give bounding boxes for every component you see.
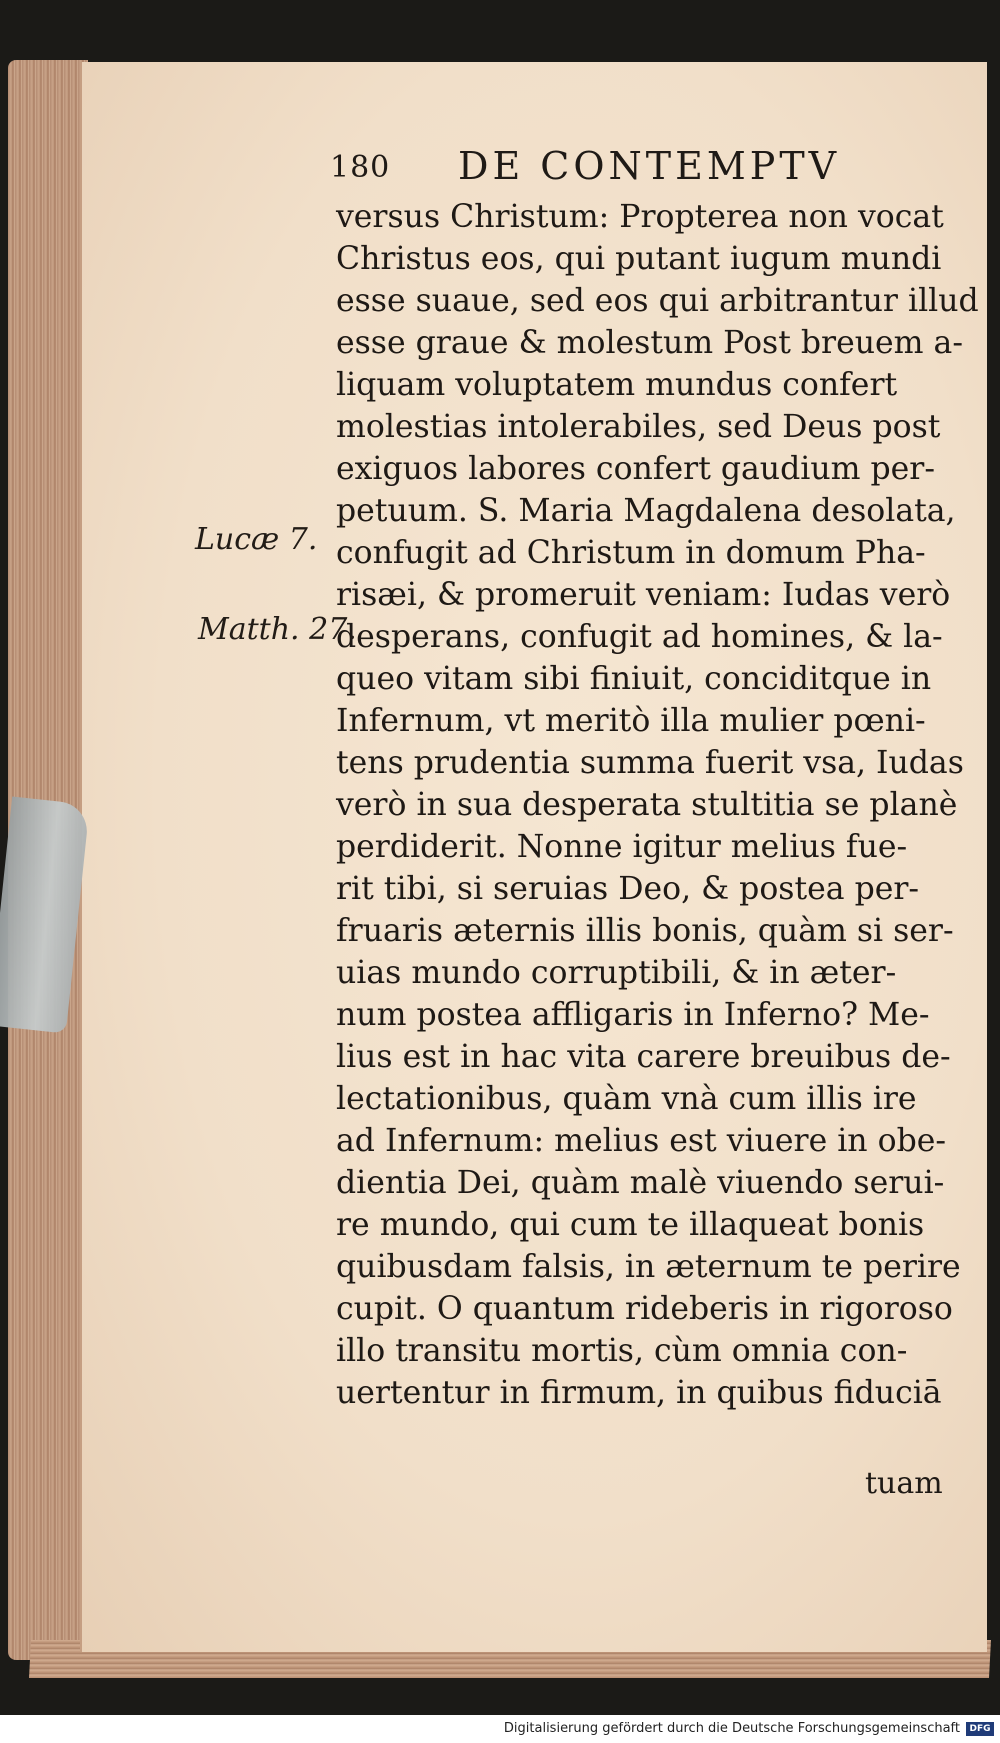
text-line: cupit. O quantum rideberis in rigoroso — [336, 1291, 953, 1327]
text-line: uertentur in firmum, in quibus fiduciā — [336, 1375, 942, 1411]
text-line: queo vitam sibi finiuit, conciditque in — [336, 661, 932, 697]
body-text — [336, 196, 979, 1414]
text-line: perdiderit. Nonne igitur melius fue- — [336, 829, 908, 865]
marginal-note-luke: Lucæ 7. — [195, 522, 318, 557]
funding-credit: Digitalisierung gefördert durch die Deutsche Forschungsgemeinschaft — [503, 1721, 960, 1736]
text-line: liquam voluptatem mundus confert — [336, 367, 898, 403]
text-line: Christus eos, qui putant iugum mundi — [336, 241, 942, 277]
text-line: desperans, confugit ad homines, & la- — [336, 619, 943, 655]
text-line: rit tibi, si seruias Deo, & postea per- — [336, 871, 920, 907]
digitization-footer — [0, 1715, 1000, 1743]
text-line: fruaris æternis illis bonis, quàm si ser- — [336, 913, 954, 949]
catchword: tuam — [865, 1466, 943, 1501]
text-line: tens prudentia summa fuerit vsa, Iudas — [336, 745, 964, 781]
text-line: molestias intolerabiles, sed Deus post — [336, 409, 941, 445]
text-line: illo transitu mortis, cùm omnia con- — [336, 1333, 908, 1369]
text-line: uias mundo corruptibili, & in æter- — [336, 955, 897, 991]
text-line: re mundo, qui cum te illaqueat bonis — [336, 1207, 925, 1243]
running-title: DE CONTEMPTV — [458, 144, 841, 188]
marginal-note-matthew: Matth. 27. — [198, 612, 357, 647]
text-line: confugit ad Christum in domum Pha- — [336, 535, 926, 571]
text-line: verò in sua desperata stultitia se planè — [336, 787, 958, 823]
text-line: dientia Dei, quàm malè viuendo serui- — [336, 1165, 945, 1201]
text-line: Infernum, vt meritò illa mulier pœni- — [336, 703, 926, 739]
text-line: petuum. S. Maria Magdalena desolata, — [336, 493, 956, 529]
text-line: quibusdam falsis, in æternum te perire — [336, 1249, 961, 1285]
text-line: ad Infernum: melius est viuere in obe- — [336, 1123, 947, 1159]
dfg-logo-icon: DFG — [966, 1722, 994, 1736]
text-line: exiguos labores confert gaudium per- — [336, 451, 936, 487]
text-line: lius est in hac vita carere breuibus de- — [336, 1039, 951, 1075]
text-line: risæi, & promeruit veniam: Iudas verò — [336, 577, 951, 613]
text-line: esse graue & molestum Post breuem a- — [336, 325, 963, 361]
page-number: 180 — [330, 150, 391, 185]
text-line: lectationibus, quàm vnà cum illis ire — [336, 1081, 917, 1117]
text-line: versus Christum: Propterea non vocat — [336, 199, 944, 235]
text-line: esse suaue, sed eos qui arbitrantur illud — [336, 283, 979, 319]
text-line: num postea affligaris in Inferno? Me- — [336, 997, 930, 1033]
running-head — [330, 144, 930, 194]
